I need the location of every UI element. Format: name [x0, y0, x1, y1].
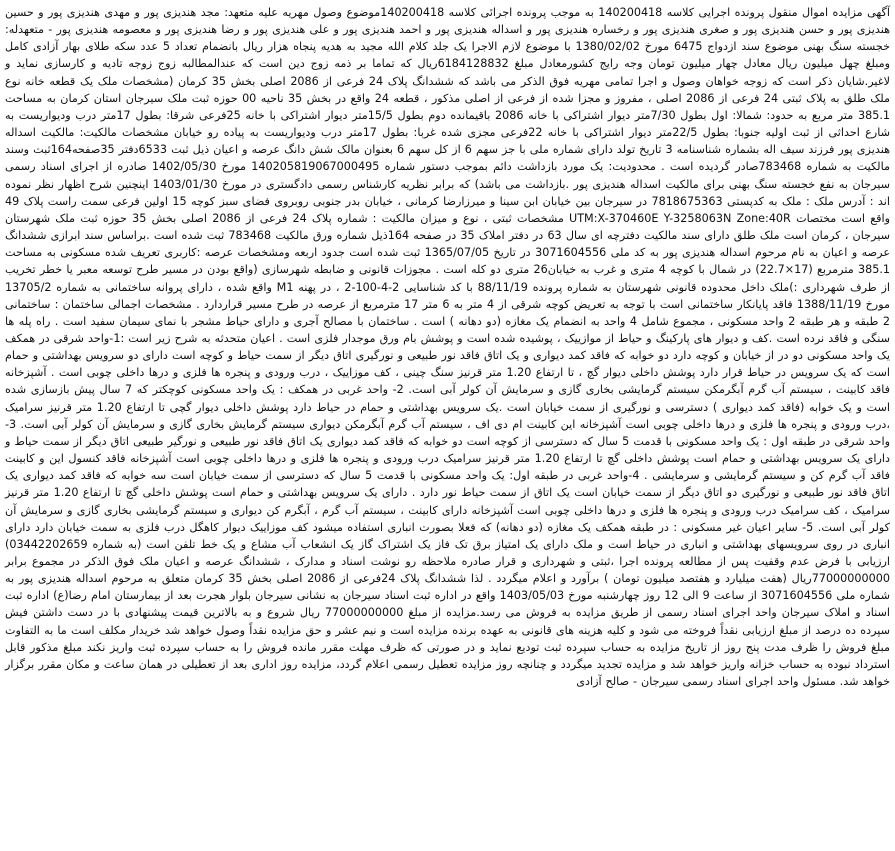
notice-text: آگهی مزایده اموال منقول پرونده اجرایی کلاسه 140200418 به موجب پرونده اجرائی کلاسه 140200418موضوع وصول مهریه علیه متعهد: مجد هندیزی پور و مهدی هندیزی پور و حسین هندیزی پور و حسن هندیزی پور و صغری هندیزی پور و رخساره هندیزی پور و اسداله هندیزی پور و احمد هندیزی پور و علی هندیزی پور و رضا هندیزی پور و معصومه هندیزی پور - متعهدله: خجسته سنگ بهنی موضوع سند ازدواج 6475 مورخ 1380/02/02 با موضوع لازم الاجرا یک جلد کلام الله مجید به هدیه پنجاه هزار ریال بانضمام تعداد 5 عدد سکه طلای بهار آزادی کامل ومبلغ چهل میلیون ریال معادل چهار میلیون تومان وجه رایج کشورمعادل مبلغ 6184128832ریال که تماما بر ذمه زوج دین است که عندالمطالبه زوج زوجه تادیه و کارسازی نماید و لاغیر.شایان ذکر است که زوجه خواهان وصول و اجرا تمامی مهریه فوق الذکر می باشد که ششدانگ پلاک 24 فرعی از 2086 اصلی بخش 35 کرمان (مشخصات ملک یک قطعه خانه نوع ملک طلق به پلاک ثبتی 24 فرعی از 2086 اصلی ، مفروز و مجزا شده از فرعی از اصلی مذکور ، قطعه 24 واقع در بخش 35 ناحیه 00 حوزه ثبت ملک سیرجان استان کرمان به مساحت 385.1 متر مربع به حدود: شمالا: اول بطول 7/30متر دیوار اشتراکی با خانه 2086 باقیمانده دوم بطول 15/5متر دیوار اشتراکی با خانه 25فرعی شرقا: بطول 17متر درب ودیواریست به شارع احداثی از ثبت اولیه جنوبا: بطول 22/5متر دیوار اشتراکی با خانه 22فرعی مجزی شده غربا: بطول 17متر درب ودیواریست به پیاده رو خیابان مشخصات مالکیت: مالکیت اسداله هندیزی پور فرزند سیف اله بشماره شناسنامه 3 تاریخ تولد دارای شماره ملی با جز سهم 6 از کل سهم 6 بعنوان مالک شش دانگ عرصه و اعیان ذیل ثبت 6533دفتر 35صفحه164ثبت وسند مالکیت به شماره 783468صادر گردیده است . محدودیت: یک مورد بازداشت دائم بموجب دستور شماره 140205819067000495 مورخ 1402/05/30 صادره از اجرای اسناد رسمی سیرجان به نفع خجسته سنگ بهنی برای مالکیت اسداله هندیزی پور .بازداشت می باشد) که برابر نظریه کارشناس رسمی دادگستری در مورخ 1403/01/30 اینچنین شرح اظهار نظر نموده اند : آدرس ملک : ملک به کدپستی 7818675363 در سیرجان بین خیابان ابن سینا و میرزارضا کرمانی ، خیابان بدر جنوبی روبروی فضای سبز کوچه 15 اولین فرعی سمت راست پلاک 49 واقع است مختصات UTM:X-370460E Y-3258063N Zone:40R مشخصات ثبتی ، نوع و میزان مالکیت : شماره پلاک 24 فرعی از 2086 اصلی بخش 35 حوزه ثبت ملک شهرستان سیرجان ، کرمان است ملک طلق دارای سند مالکیت دفترچه ای سال 63 در دفتر املاک 35 در صفحه 164ذیل شماره ورق مالکیت 783468 ثبت شده است .براساس سند ابرازی ششدانگ عرصه و اعیان به نام مرحوم اسداله هندیزی پور به کد ملی 3071604556 در تاریخ 1365/07/05 ثبت شده است جدود اربعه ومشخصات عرصه :کاربری تعریف شده مسکونی به مساحت 385.1 مترمربع (17×22.7) در شمال با کوچه 4 متری و غرب به خیابان26 متری دو کله است . مجوزات قانونی و ضابطه شهرسازی (واقع بودن در مسیر طرح توسعه معبر یا خطر تخریب از طرف شهرداری :)ملک داخل محدوده قانونی شهرستان به شماره پرونده 88/11/19 با کد شناسایی 2-4-100-2 ، در پهنه M1 واقع شده ، دارای پروانه ساختمانی به شماره 13705/2 مورخ 1388/11/19 فاقد پایانکار ساختمانی است با توجه به تعریض کوچه شرقی از 4 متر به 6 متر 17 مترمربع از عرصه در طرح مسیر قراردارد . مشخصات اجمالی ساختمان : ساختمانی 2 طبقه و هر طبقه 2 واحد مسکونی ، مجموع شامل 4 واحد به انضمام یک مغازه (دو دهانه ) است . ساختمان با مصالح آجری و دارای حیاط مشجر با نمای سیمان سفید است . راه پله ها سنگی و فاقد نرده است .کف و دیوار های پارکینگ و حیاط از موازییک ، پوشیده شده است و پوشش بام ورق موجدار فلزی است . اعیان متحدثه به شرح زیر است :1-واحد شرقی در همکف یک واحد مسکونی دو در از خیابان و کوچه دارد دو خوابه که فاقد کمد دیواری و یک اتاق فاقد نور طبیعی و نورگیری اتاق دیگر از سمت حیاط و کوچه است دارای دو سرویس بهداشتی و حمام است که یک سرویس در حیاط قرار دارد پوشش داخلی دیوار گچ ، تا ارتفاع 1.20 متر قرنیز سنگ چینی ، کف موزاییک ، درب ورودی و پنجره ها فلزی و درها داخلی چوبی است . آشپزخانه فاقد کابینت ، سیستم آب گرم آبگرمکن سیستم گرمایشی بخاری گازی و سرمایش آن کولر آبی است. 2- واحد غربی در همکف : یک واحد مسکونی کوچکتر که 7 سال پیش بازسازی شده است و یک خوابه (فاقد کمد دیواری ) دسترسی و نورگیری از سمت خیابان است .یک سرویس بهداشتی و حمام در حیاط دارد پوشش داخلی دیوار گچی تا ارتفاع 1.20 متر قرنیز سرامیک ،درب ورودی و پنجره ها فلزی و درها داخلی چوبی است آشپزخانه این کابینت ام دی اف ، سیستم آب گرم آبگرمکن دیواری سیستم گرمایش بخاری گازی و سرمایش آن کولر آبی است. 3- واحد شرقی در طبقه اول : یک واحد مسکونی با قدمت 5 سال که دسترسی از کوچه است دو خوابه که فاقد کمد دیواری یک اتاق فاقد نور طبیعی و نورگیر طبیعی اتاق دیگر از سمت حیاط و دارای یک سرویس بهداشتی و حمام است پوشش داخلی گچ تا ارتفاع 1.20 متر قرنیز سرامیک درب ورودی و پنجره ها فلزی و درها داخلی چوبی است آشپزخانه فاقد کنسول این و کابینت فاقد آب گرم کن و سیستم گرمایشی و سرمایشی . 4-واحد غربی در طبقه اول: یک واحد مسکونی با قدمت 5 سال که دسترسی از سمت خیابان است سه خوابه که فاقد کمد دیواری یک اتاق فاقد نور طبیعی و نورگیری دو اتاق دیگر از سمت خیابان است یک اتاق از سمت حیاط نور دارد . دارای یک سرویس بهداشتی و حمام است پوشش داخلی گچ تا ارتفاع 1.20 متر قرنیز سرامیک ، کف سرامیک درب ورودی و پنجره ها فلزی و درها داخلی چوبی است آشپزخانه دارای کابینت ، سیستم آب گرم ، آبگرم کن دیواری و سیستم گرمایشی بخاری گازی و سرمایش آن کولر آبی است. 5- سایر اعیان غیر مسکونی : در طبقه همکف یک مغازه (دو دهانه) که فعلا بصورت انباری استفاده میشود کف موزاییک دیوار کاهگل درب فلزی به سمت خیابان دارد دارای انباری در روی سرویسهای بهداشتی و انباری در حیاط است و ملک دارای یک امتیاز برق تک فاز یک اشتراک گاز یک انشعاب آب مشاع و یک خط تلفن است (به شماره 03442202659) ارزیابی با فرض عدم وقفیت پس از مطالعه پرونده اجرا ،ثبتی و شهرداری و قرار صادره ملاحظه رو نوشت اسناد و مدارک ، ششدانگ عرصه و اعیان ملک فوق الذکر در مجموع برابر 77000000000ریال (هفت میلیارد و هفتصد میلیون تومان ) برآورد و اعلام میگردد . لذا ششدانگ پلاک 24فرعی از 2086 اصلی بخش 35 کرمان متعلق به مرحوم اسداله هندیزی پور به شماره ملی 3071604556 از ساعت 9 الی 12 روز چهارشنبه مورخ 1403/05/03 واقع در اداره ثبت اسناد سیرجان به نشانی سیرجان بلوار هجرت بعد از بیمارستان امام رضا(ع) اداره ثبت اسناد و املاک سیرجان واحد اجرای اسناد رسمی از طریق مزایده به فروش می رسد.مزایده از مبلغ 77000000000 ریال شروع و به بالاترین قیمت پیشنهادی با در دست داشتن فیش سپرده ده درصد از مبلغ ارزیابی نقداً فروخته می شود و کلیه هزینه های قانونی به عهده برنده مزایده است و نیم عشر و حق مزایده نقداً وصول خواهد شد خریدار مکلف است ما به التفاوت مبلغ فروش را ظرف مدت پنج روز از تاریخ مزایده به حساب سپرده ثبت تودیع نماید و در صورتی که ظرف مهلت مقرر مانده فروش را به حساب سپرده ثبت واریز نکند مبلغ مذکور قابل استرداد نبوده به حساب خزانه واریز خواهد شد و مزایده تجدید میگردد و چنانچه روز مزایده تعطیل رسمی اعلام گردد، مزایده روز اداری بعد از تعطیلی در همان ساعت و مکان مقرر برگزار خواهد شد. مسئول واحد اجرای اسناد رسمی سیرجان - صالح آزادی — [5, 6, 891, 689]
